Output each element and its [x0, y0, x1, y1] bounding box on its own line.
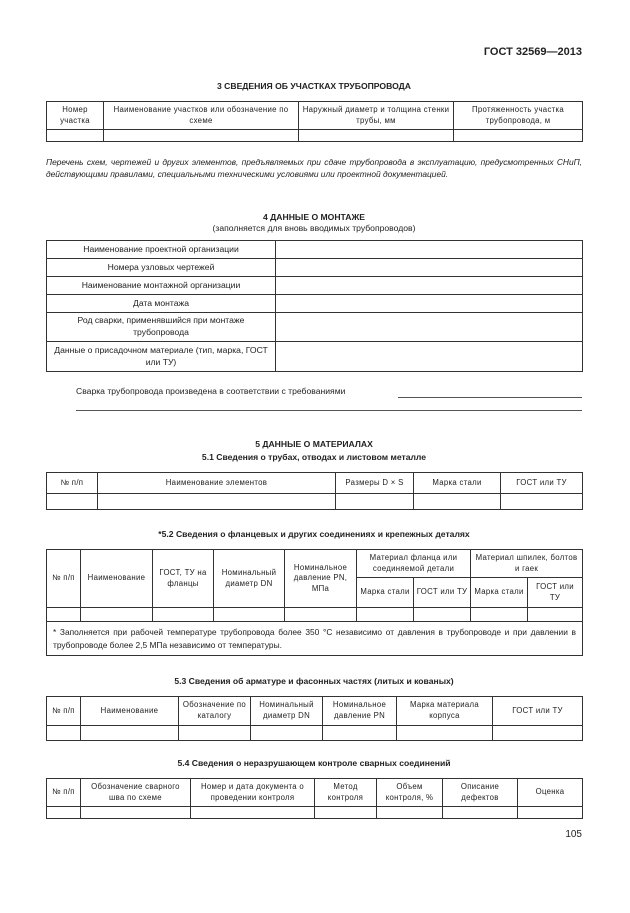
assembly-org-value [276, 277, 583, 295]
section53-table [46, 696, 583, 741]
col-number: № п/п [47, 473, 98, 494]
col-bolt-standard: ГОСТ или ТУ [528, 578, 583, 608]
section3-table [46, 101, 583, 142]
col-control-document: Номер и дата документа о проведении контроля [191, 779, 315, 807]
section4-subtitle: (заполняется для вновь вводимых трубопроводов) [212, 223, 416, 233]
table-row [47, 726, 583, 741]
section5-title: 5 ДАННЫЕ О МАТЕРИАЛАХ [255, 439, 373, 449]
design-org-value [276, 241, 583, 259]
section54-table [46, 778, 583, 819]
welding-compliance-text: Сварка трубопровода произведена в соответствии с требованиями [76, 386, 346, 396]
col-section-number: Номер участка [47, 102, 104, 130]
section3-note: Перечень схем, чертежей и других элементов, предъявляемых при сдаче трубопровода в эксплуатацию, предусмотренных СНиП, действующими правилами, специальными техническими условиями или проектной документацией. [46, 157, 582, 180]
col-gost: ГОСТ или ТУ [493, 697, 583, 726]
section52-footnote: * Заполняется при рабочей температуре трубопровода более 350 °С независимо от давления в трубопроводе и при давлении в трубопроводе более 2,5 МПа независимо от температуры. [47, 622, 583, 656]
col-catalog: Обозначение по каталогу [179, 697, 251, 726]
welding-type-label: Род сварки, применявшийся при монтаже трубопровода [47, 313, 276, 342]
col-name: Наименование [81, 550, 153, 608]
col-nominal-diameter: Номинальный диаметр DN [251, 697, 323, 726]
table-row [47, 130, 583, 142]
section53-title: 5.3 Сведения об арматуре и фасонных частях (литых и кованых) [174, 676, 454, 686]
col-number: № п/п [47, 779, 81, 807]
design-org-label: Наименование проектной организации [47, 241, 276, 259]
col-number: № п/п [47, 697, 81, 726]
col-nominal-diameter: Номинальный диаметр DN [214, 550, 285, 608]
col-control-volume: Объем контроля, % [377, 779, 443, 807]
col-group-bolt-material: Материал шпилек, болтов и гаек [471, 550, 583, 578]
col-gost: ГОСТ или ТУ [501, 473, 583, 494]
col-length: Протяженность участка трубопровода, м [454, 102, 583, 130]
assembly-org-label: Наименование монтажной организации [47, 277, 276, 295]
table-row [47, 807, 583, 819]
standard-header: ГОСТ 32569—2013 [483, 46, 582, 58]
table-row [47, 608, 583, 622]
col-bolt-steel: Марка стали [471, 578, 528, 608]
section51-title: 5.1 Сведения о трубах, отводах и листовом металле [201, 452, 427, 462]
col-dimensions: Размеры D × S [336, 473, 414, 494]
col-control-method: Метод контроля [315, 779, 377, 807]
filler-material-label: Данные о присадочном материале (тип, марка, ГОСТ или ТУ) [47, 342, 276, 372]
table-row [47, 494, 583, 510]
assembly-date-label: Дата монтажа [47, 295, 276, 313]
section51-table [46, 472, 583, 510]
col-steel-grade: Марка стали [414, 473, 501, 494]
compliance-line-2 [76, 410, 582, 411]
node-drawings-label: Номера узловых чертежей [47, 259, 276, 277]
section3-title: 3 СВЕДЕНИЯ ОБ УЧАСТКАХ ТРУБОПРОВОДА [217, 81, 411, 91]
section4-title: 4 ДАННЫЕ О МОНТАЖЕ [263, 212, 365, 222]
section52-title: *5.2 Сведения о фланцевых и других соединениях и крепежных деталях [158, 529, 470, 539]
col-defects: Описание дефектов [443, 779, 518, 807]
col-flange-steel: Марка стали [357, 578, 414, 608]
welding-type-value [276, 313, 583, 342]
col-section-name: Наименование участков или обозначение по схеме [104, 102, 299, 130]
col-element-name: Наименование элементов [98, 473, 336, 494]
col-diameter: Наружный диаметр и толщина стенки трубы, мм [299, 102, 454, 130]
section52-table [46, 549, 583, 656]
col-assessment: Оценка [518, 779, 583, 807]
page-number: 105 [565, 829, 582, 840]
col-nominal-pressure: Номинальное давление PN, МПа [285, 550, 357, 608]
col-name: Наименование [81, 697, 179, 726]
assembly-date-value [276, 295, 583, 313]
col-weld-designation: Обозначение сварного шва по схеме [81, 779, 191, 807]
col-body-material: Марка материала корпуса [397, 697, 493, 726]
col-flange-standard: ГОСТ или ТУ [414, 578, 471, 608]
node-drawings-value [276, 259, 583, 277]
col-nominal-pressure: Номинальное давление PN [323, 697, 397, 726]
filler-material-value [276, 342, 583, 372]
compliance-line [398, 397, 582, 398]
section4-table [46, 240, 583, 372]
section54-title: 5.4 Сведения о неразрушающем контроле сварных соединений [177, 758, 451, 768]
col-flange-gost: ГОСТ, ТУ на фланцы [153, 550, 214, 608]
col-number: № п/п [47, 550, 81, 608]
col-group-flange-material: Материал фланца или соединяемой детали [357, 550, 471, 578]
